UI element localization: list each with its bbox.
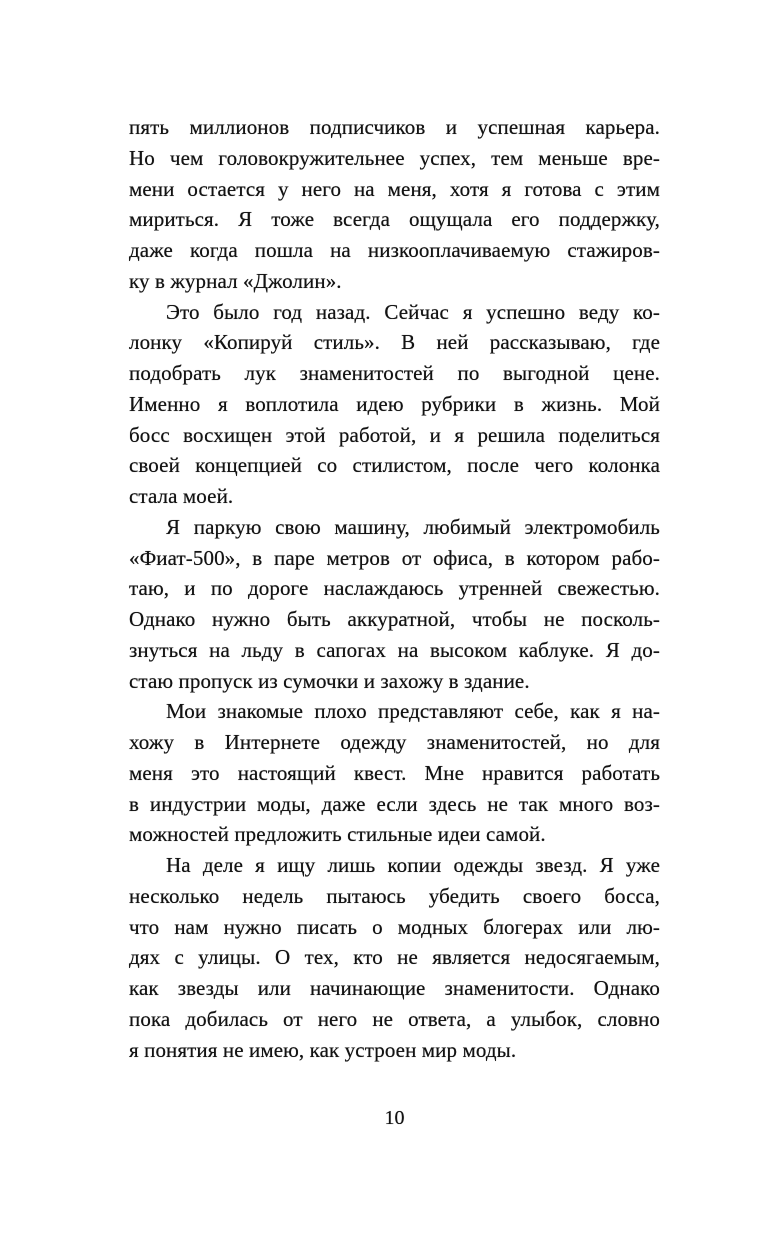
text-line: знуться на льду в сапогах на высоком каблуке. Я до- bbox=[129, 637, 660, 662]
text-line: подобрать лук знаменитостей по выгодной цене. bbox=[129, 361, 660, 385]
text-line: пять миллионов подписчиков и успешная карьера. bbox=[129, 115, 660, 139]
text-line: своей концепцией со стилистом, после чего колонка bbox=[129, 453, 660, 478]
text-line: лонку «Копируй стиль». В ней рассказываю, где bbox=[129, 330, 660, 355]
text-line: Но чем головокружительнее успех, тем меньше вре- bbox=[129, 145, 660, 170]
text-line: пока добилась от него не ответа, а улыбок, словно bbox=[129, 1006, 660, 1031]
text-line: я понятия не имею, как устроен мир моды. bbox=[129, 1037, 517, 1062]
text-line: Именно я воплотила идею рубрики в жизнь. Мой bbox=[129, 391, 660, 416]
text-line: мириться. Я тоже всегда ощущала его поддержку, bbox=[129, 207, 660, 232]
text-line: хожу в Интернете одежду знаменитостей, но для bbox=[129, 730, 660, 754]
text-line: Однако нужно быть аккуратной, чтобы не посколь- bbox=[129, 607, 660, 631]
text-column bbox=[129, 112, 660, 1065]
text-line: стаю пропуск из сумочки и захожу в здание. bbox=[129, 668, 530, 693]
text-line: Я паркую свою машину, любимый электромобиль bbox=[166, 514, 660, 539]
text-line: даже когда пошла на низкооплачиваемую стажиров- bbox=[129, 238, 660, 262]
text-line: несколько недель пытаюсь убедить своего босса, bbox=[129, 883, 660, 908]
text-line: меня это настоящий квест. Мне нравится работать bbox=[129, 760, 660, 785]
page-number: 10 bbox=[384, 1107, 405, 1129]
text-line: босс восхищен этой работой, и я решила поделиться bbox=[129, 422, 660, 447]
text-line: мени остается у него на меня, хотя я готова с этим bbox=[129, 176, 660, 201]
text-line: «Фиат-500», в паре метров от офиса, в котором рабо- bbox=[129, 545, 660, 570]
text-line: как звезды или начинающие знаменитости. Однако bbox=[129, 976, 660, 1000]
text-line: дях с улицы. О тех, кто не является недосягаемым, bbox=[129, 945, 660, 970]
text-line: можностей предложить стильные идеи самой. bbox=[129, 822, 546, 847]
text-line: что нам нужно писать о модных блогерах или лю- bbox=[129, 914, 660, 939]
text-line: Это было год назад. Сейчас я успешно веду ко- bbox=[166, 299, 660, 324]
text-line: ку в журнал «Джолин». bbox=[129, 268, 342, 293]
text-line: На деле я ищу лишь копии одежды звезд. Я уже bbox=[166, 853, 660, 877]
text-line: таю, и по дороге наслаждаюсь утренней свежестью. bbox=[129, 576, 660, 601]
text-line: стала моей. bbox=[129, 484, 234, 508]
text-line: в индустрии моды, даже если здесь не так много воз- bbox=[129, 791, 660, 816]
text-line: Мои знакомые плохо представляют себе, как я на- bbox=[166, 699, 660, 724]
